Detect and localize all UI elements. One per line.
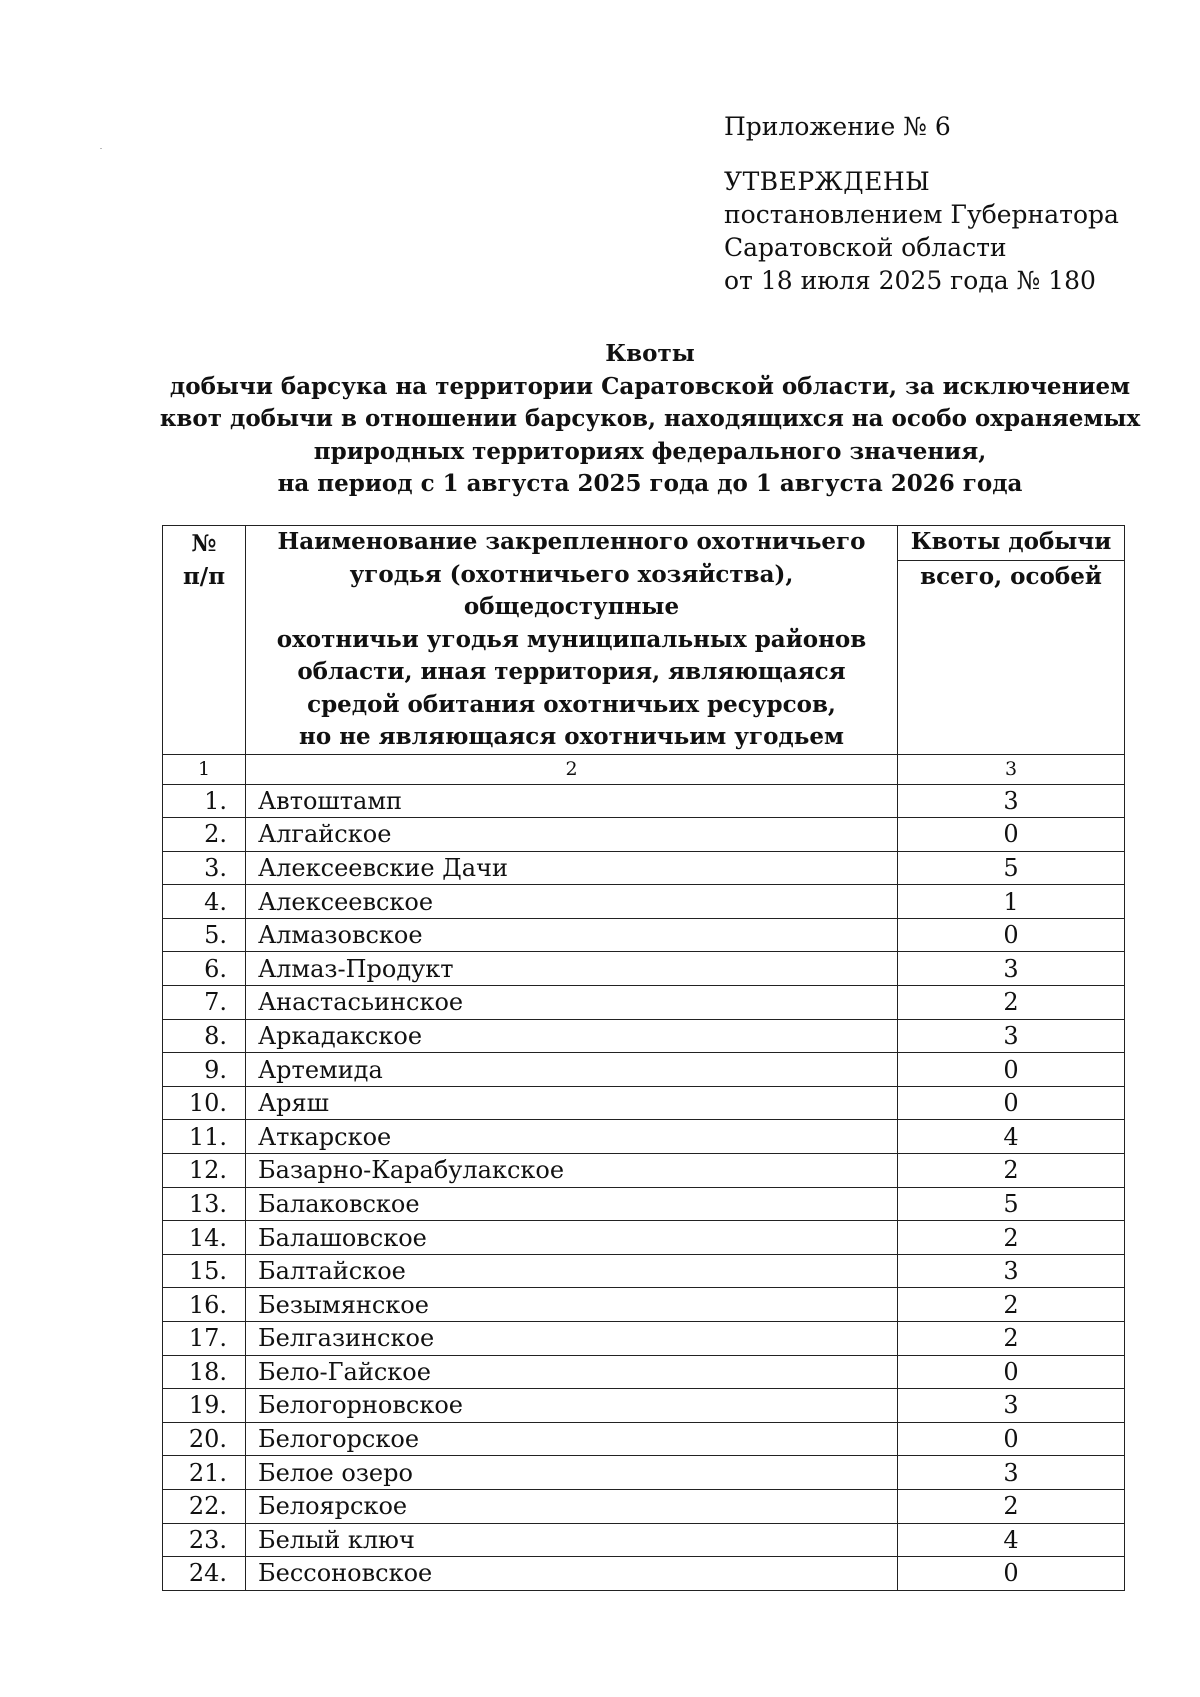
hunting-ground-name: Аряш <box>246 1086 898 1120</box>
scan-speck <box>100 148 102 149</box>
row-number: 20. <box>163 1422 246 1456</box>
quota-value: 0 <box>898 1053 1125 1087</box>
quota-value: 0 <box>898 818 1125 852</box>
column-index: 2 <box>246 754 898 784</box>
table-row <box>163 1019 1125 1053</box>
quota-value: 3 <box>898 1389 1125 1423</box>
approved-heading: УТВЕРЖДЕНЫ <box>724 167 931 196</box>
table-row <box>163 1389 1125 1423</box>
table-row <box>163 1322 1125 1356</box>
quota-value: 2 <box>898 1154 1125 1188</box>
table-row <box>163 818 1125 852</box>
hunting-ground-name: Бело-Гайское <box>246 1355 898 1389</box>
header-name <box>246 526 898 755</box>
annex-number: Приложение № 6 <box>724 112 951 141</box>
row-number: 16. <box>163 1288 246 1322</box>
title-line-2: добычи барсука на территории Саратовской области, за исключением <box>169 372 1131 400</box>
quota-table <box>162 525 1125 1591</box>
quota-value: 2 <box>898 1221 1125 1255</box>
header-name-line: но не являющаяся охотничьим угодьем <box>299 723 844 750</box>
header-quota-line-1: Квоты добычи <box>898 526 1124 561</box>
approval-line-1: постановлением Губернатора <box>724 200 1119 229</box>
table-row <box>163 1187 1125 1221</box>
row-number: 9. <box>163 1053 246 1087</box>
header-name-line: охотничьи угодья муниципальных районов <box>276 625 867 653</box>
row-number: 10. <box>163 1086 246 1120</box>
table-row <box>163 1053 1125 1087</box>
approval-block <box>724 110 1119 297</box>
row-number: 5. <box>163 918 246 952</box>
row-number: 6. <box>163 952 246 986</box>
row-number: 12. <box>163 1154 246 1188</box>
quota-value: 3 <box>898 952 1125 986</box>
table-row <box>163 1422 1125 1456</box>
row-number: 17. <box>163 1322 246 1356</box>
approval-line-3: от 18 июля 2025 года № 180 <box>724 266 1096 295</box>
hunting-ground-name: Алмаз-Продукт <box>246 952 898 986</box>
table-row <box>163 1154 1125 1188</box>
title-line-1: Квоты <box>605 340 695 367</box>
hunting-ground-name: Алмазовское <box>246 918 898 952</box>
quota-value: 0 <box>898 1422 1125 1456</box>
row-number: 22. <box>163 1489 246 1523</box>
table-row <box>163 986 1125 1020</box>
table-row <box>163 1254 1125 1288</box>
quota-value: 3 <box>898 1456 1125 1490</box>
table-row <box>163 1489 1125 1523</box>
hunting-ground-name: Безымянское <box>246 1288 898 1322</box>
hunting-ground-name: Автоштамп <box>246 784 898 818</box>
quota-value: 1 <box>898 885 1125 919</box>
table-row <box>163 784 1125 818</box>
quota-value: 2 <box>898 1322 1125 1356</box>
table-row <box>163 952 1125 986</box>
hunting-ground-name: Балаковское <box>246 1187 898 1221</box>
quota-value: 0 <box>898 1557 1125 1591</box>
hunting-ground-name: Аркадакское <box>246 1019 898 1053</box>
row-number: 24. <box>163 1557 246 1591</box>
column-index: 1 <box>163 754 246 784</box>
document-title <box>150 338 1150 501</box>
hunting-ground-name: Белое озеро <box>246 1456 898 1490</box>
header-number-line-1: № <box>191 530 217 557</box>
quota-value: 0 <box>898 1086 1125 1120</box>
hunting-ground-name: Белгазинское <box>246 1322 898 1356</box>
quota-value: 5 <box>898 851 1125 885</box>
table-row <box>163 1086 1125 1120</box>
hunting-ground-name: Артемида <box>246 1053 898 1087</box>
title-line-4: природных территориях федерального значения, <box>313 437 987 465</box>
quota-value: 5 <box>898 1187 1125 1221</box>
header-quota <box>898 526 1125 755</box>
hunting-ground-name: Белогорновское <box>246 1389 898 1423</box>
header-number <box>163 526 246 755</box>
header-number-line-2: п/п <box>182 562 226 590</box>
table-row <box>163 1456 1125 1490</box>
quota-value: 4 <box>898 1523 1125 1557</box>
header-name-line: Наименование закрепленного охотничьего <box>277 528 866 555</box>
row-number: 3. <box>163 851 246 885</box>
quota-value: 3 <box>898 1254 1125 1288</box>
table-row <box>163 918 1125 952</box>
column-index: 3 <box>898 754 1125 784</box>
quota-value: 0 <box>898 918 1125 952</box>
table-row <box>163 851 1125 885</box>
row-number: 15. <box>163 1254 246 1288</box>
header-name-line: угодья (охотничьего хозяйства), общедоступные <box>349 560 794 620</box>
quota-value: 0 <box>898 1355 1125 1389</box>
hunting-ground-name: Белогорское <box>246 1422 898 1456</box>
row-number: 8. <box>163 1019 246 1053</box>
header-name-line: области, иная территория, являющаяся <box>297 658 846 685</box>
table-row <box>163 1288 1125 1322</box>
table-row <box>163 1557 1125 1591</box>
hunting-ground-name: Базарно-Карабулакское <box>246 1154 898 1188</box>
row-number: 14. <box>163 1221 246 1255</box>
hunting-ground-name: Белый ключ <box>246 1523 898 1557</box>
row-number: 19. <box>163 1389 246 1423</box>
quota-value: 3 <box>898 784 1125 818</box>
quota-value: 4 <box>898 1120 1125 1154</box>
quota-value: 2 <box>898 1489 1125 1523</box>
row-number: 1. <box>163 784 246 818</box>
row-number: 7. <box>163 986 246 1020</box>
row-number: 11. <box>163 1120 246 1154</box>
row-number: 23. <box>163 1523 246 1557</box>
table-row <box>163 1523 1125 1557</box>
row-number: 2. <box>163 818 246 852</box>
quota-value: 2 <box>898 986 1125 1020</box>
title-line-3: квот добычи в отношении барсуков, находящихся на особо охраняемых <box>159 405 1141 432</box>
quota-value: 3 <box>898 1019 1125 1053</box>
row-number: 4. <box>163 885 246 919</box>
hunting-ground-name: Бессоновское <box>246 1557 898 1591</box>
row-number: 13. <box>163 1187 246 1221</box>
header-name-line: средой обитания охотничьих ресурсов, <box>307 690 836 718</box>
table-header-row <box>163 526 1125 755</box>
quota-value: 2 <box>898 1288 1125 1322</box>
column-index-row <box>163 754 1125 784</box>
table-row <box>163 1355 1125 1389</box>
hunting-ground-name: Алексеевское <box>246 885 898 919</box>
hunting-ground-name: Балашовское <box>246 1221 898 1255</box>
table-row <box>163 1221 1125 1255</box>
hunting-ground-name: Балтайское <box>246 1254 898 1288</box>
title-line-5: на период с 1 августа 2025 года до 1 августа 2026 года <box>277 470 1023 497</box>
row-number: 21. <box>163 1456 246 1490</box>
table-row <box>163 1120 1125 1154</box>
hunting-ground-name: Белоярское <box>246 1489 898 1523</box>
header-quota-line-2: всего, особей <box>920 562 1102 590</box>
quota-table-body <box>163 784 1125 1590</box>
hunting-ground-name: Аткарское <box>246 1120 898 1154</box>
hunting-ground-name: Алгайское <box>246 818 898 852</box>
hunting-ground-name: Анастасьинское <box>246 986 898 1020</box>
approval-line-2: Саратовской области <box>724 233 1007 262</box>
hunting-ground-name: Алексеевские Дачи <box>246 851 898 885</box>
table-row <box>163 885 1125 919</box>
row-number: 18. <box>163 1355 246 1389</box>
